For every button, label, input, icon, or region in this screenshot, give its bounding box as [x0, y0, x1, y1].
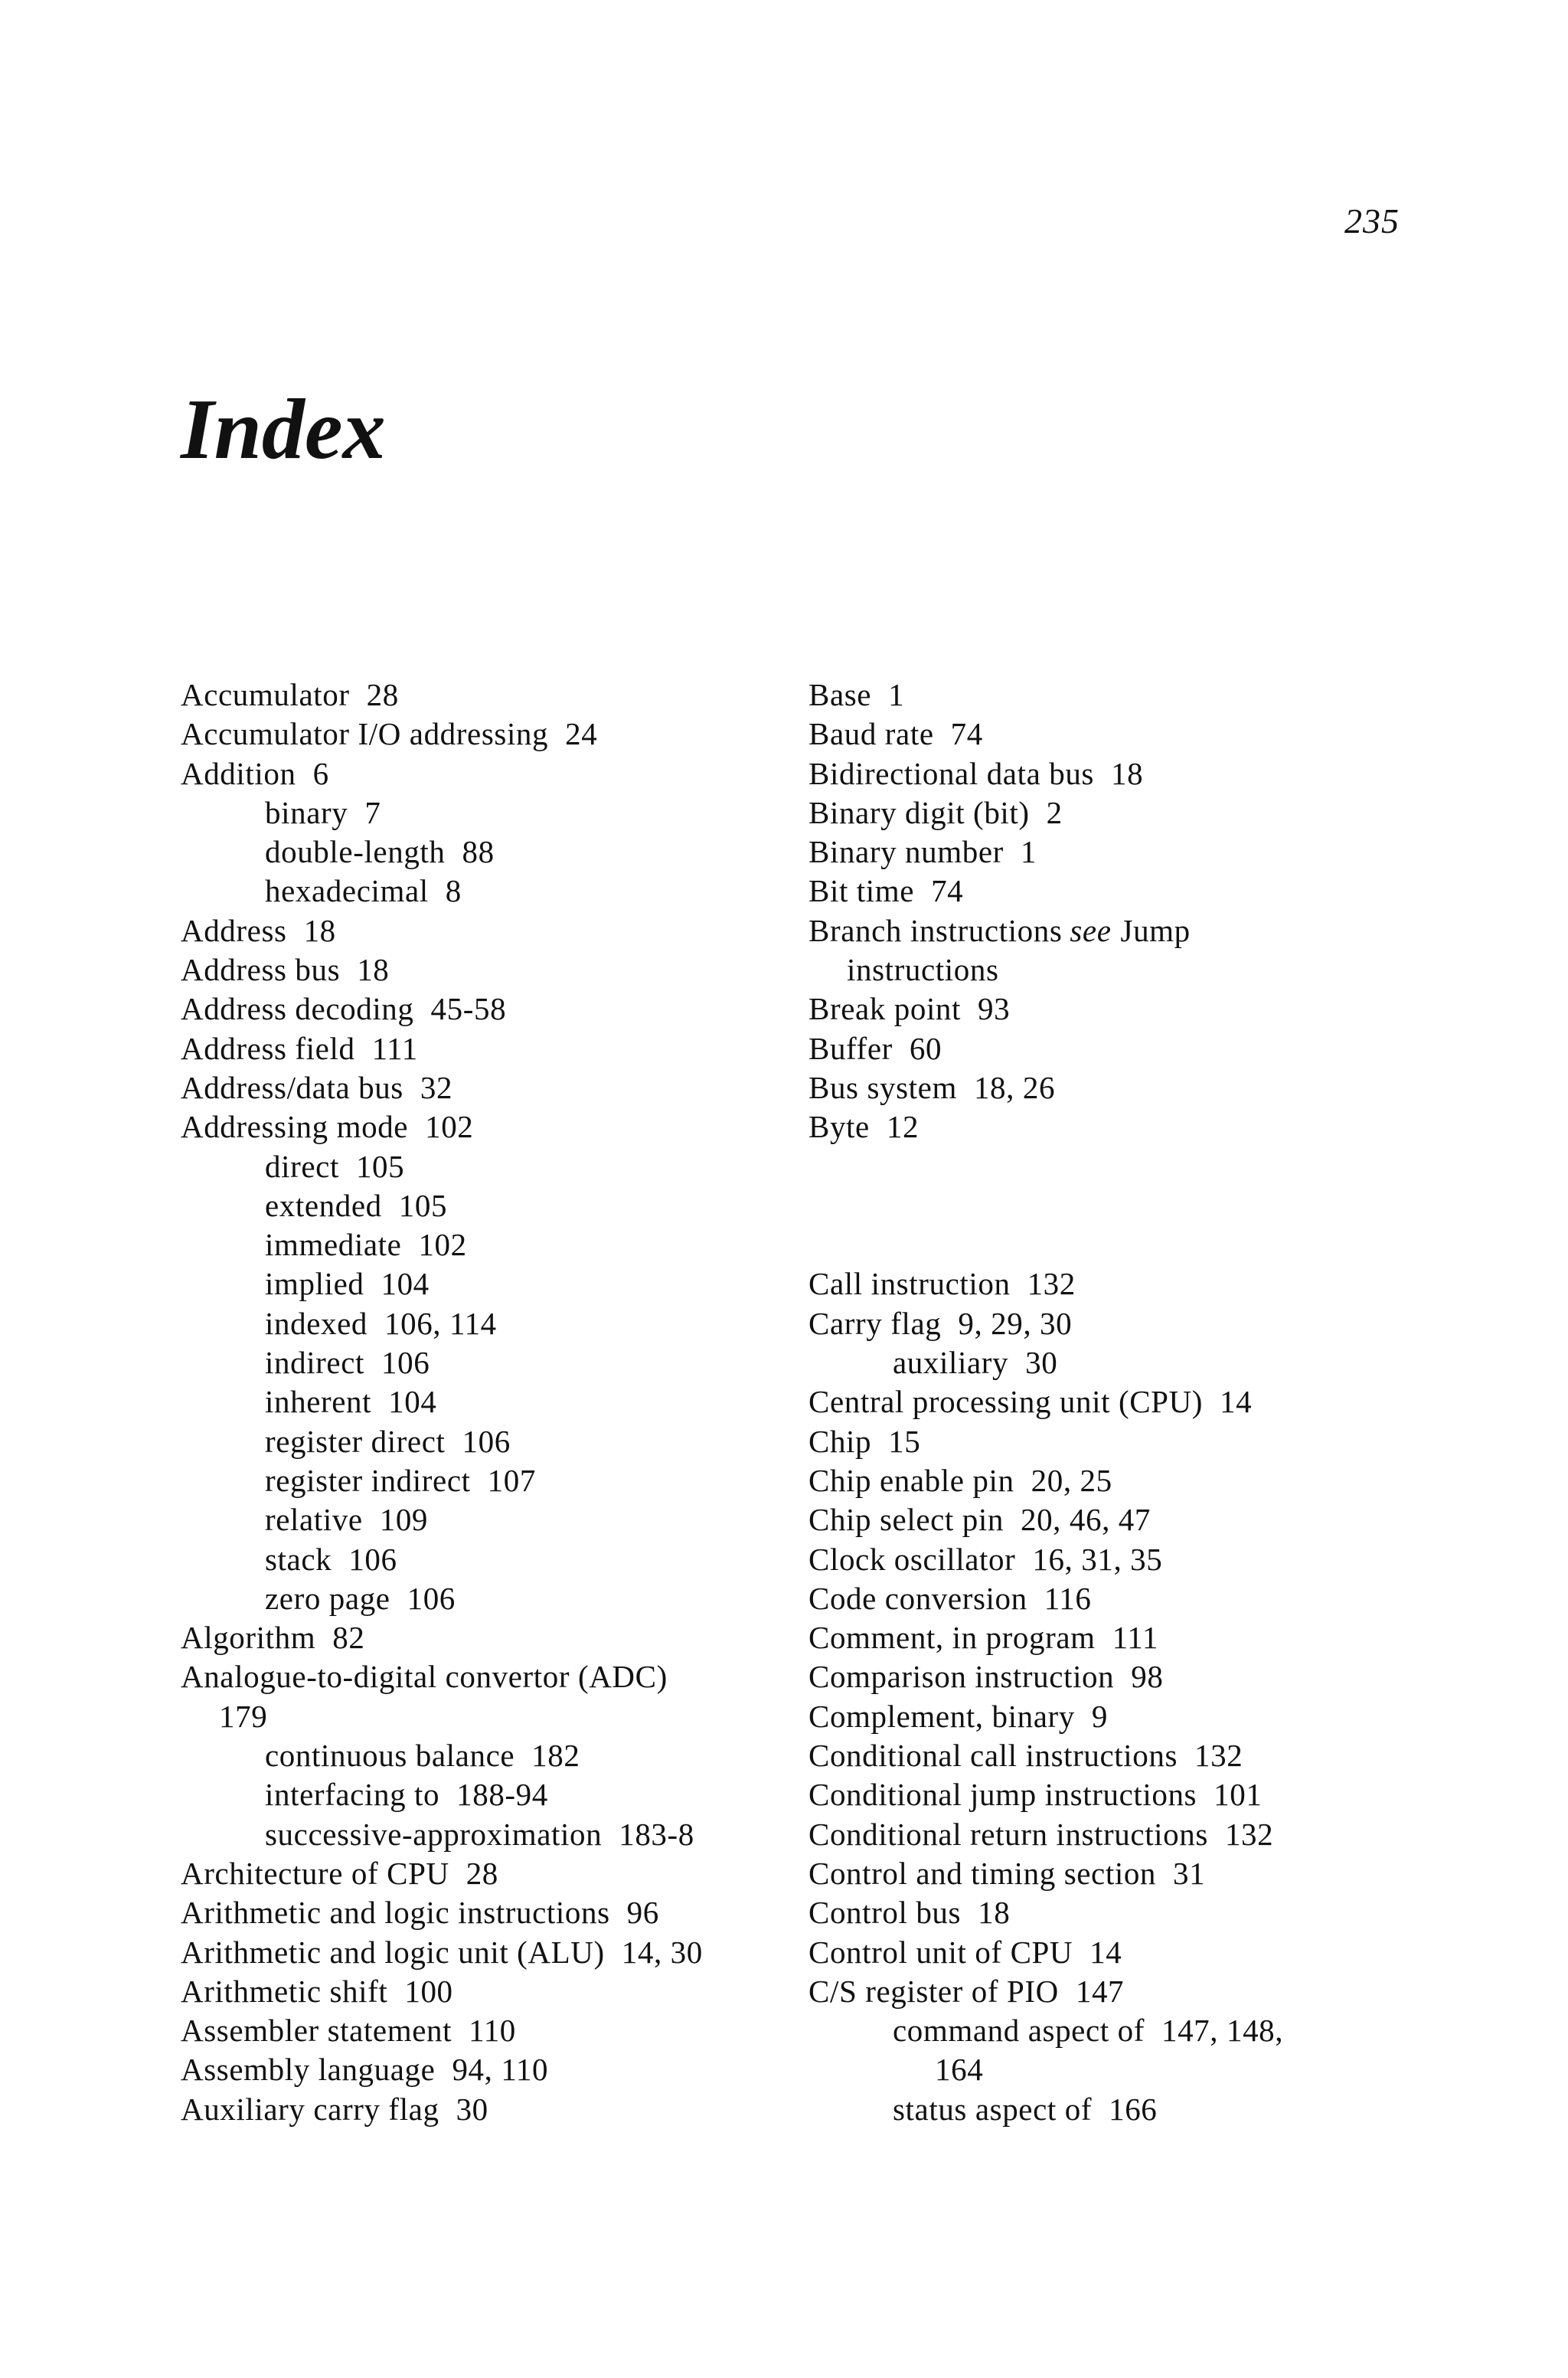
index-pages: 60: [909, 1030, 942, 1066]
index-term: Call instruction: [808, 1266, 1011, 1302]
index-entry: [808, 1382, 1498, 1421]
index-entry: [808, 872, 1498, 911]
index-term: Comparison instruction: [808, 1659, 1115, 1695]
index-pages: 1: [888, 677, 905, 712]
index-term: hexadecimal: [265, 873, 429, 909]
index-pages: 18: [978, 1895, 1011, 1931]
index-entry: [181, 1147, 793, 1186]
index-pages: 107: [487, 1462, 536, 1498]
index-entry: [181, 1815, 793, 1854]
index-entry: [808, 1422, 1498, 1461]
index-pages: 20, 25: [1031, 1462, 1112, 1498]
index-term: inherent: [265, 1384, 372, 1420]
index-term: C/S register of PIO: [808, 1973, 1059, 2009]
index-entry: [181, 1107, 793, 1146]
index-entry: [808, 1657, 1498, 1696]
index-entry: [181, 1657, 793, 1696]
index-term: Conditional call instructions: [808, 1738, 1178, 1774]
index-entry: [181, 1500, 793, 1539]
index-term: Code conversion: [808, 1580, 1027, 1616]
index-term: direct: [265, 1148, 339, 1184]
index-pages: 102: [425, 1109, 474, 1145]
index-entry: [181, 1972, 793, 2011]
index-term: indexed: [265, 1305, 368, 1341]
index-term: Addressing mode: [181, 1109, 409, 1145]
index-term: Analogue-to-digital convertor (ADC): [181, 1659, 668, 1695]
index-term: stack: [265, 1541, 332, 1577]
index-pages: 183-8: [619, 1816, 694, 1852]
index-pages: 105: [398, 1187, 448, 1223]
index-entry: [808, 1264, 1498, 1303]
index-entry: [808, 989, 1498, 1029]
index-entry: [808, 2050, 1498, 2089]
index-entry: [808, 1618, 1498, 1657]
index-entry: [808, 675, 1498, 715]
index-term: binary: [265, 794, 348, 830]
index-entry: [181, 1775, 793, 1814]
index-entry: [808, 1500, 1498, 1539]
index-pages: 182: [531, 1738, 580, 1774]
index-entry: [808, 2090, 1498, 2129]
index-entry: [808, 1540, 1498, 1579]
index-term: Auxiliary carry flag: [181, 2091, 439, 2127]
index-pages: 110: [469, 2013, 516, 2049]
index-entry: [808, 1972, 1498, 2011]
index-entry: [808, 754, 1498, 793]
index-pages: 30: [456, 2091, 488, 2127]
index-entry: [181, 675, 793, 715]
index-term: Binary digit (bit): [808, 794, 1030, 830]
index-term: status aspect of: [893, 2091, 1093, 2127]
index-entry: [808, 1461, 1498, 1500]
index-pages: 132: [1224, 1816, 1274, 1852]
index-pages: 100: [404, 1973, 453, 2009]
index-entry: [181, 754, 793, 793]
index-entry: [808, 911, 1498, 950]
index-entry: [181, 1697, 793, 1736]
index-pages: 132: [1194, 1738, 1243, 1774]
index-pages: Jump: [1120, 912, 1191, 948]
index-pages: 14, 30: [621, 1934, 703, 1970]
index-pages: 18, 26: [973, 1069, 1056, 1105]
index-entry: [181, 1264, 793, 1303]
index-pages: 111: [1112, 1620, 1158, 1656]
index-term: Base: [808, 677, 872, 712]
index-pages: 18: [357, 952, 390, 988]
index-entry: [181, 872, 793, 911]
index-term: Buffer: [808, 1030, 893, 1066]
index-term: register indirect: [265, 1462, 471, 1498]
index-term: Conditional jump instructions: [808, 1777, 1197, 1813]
index-entry: [808, 950, 1498, 989]
index-entry: [808, 1107, 1498, 1146]
index-pages: 147: [1075, 1973, 1125, 2009]
index-pages: 93: [978, 991, 1011, 1027]
index-term: relative: [265, 1502, 363, 1538]
index-term: Clock oscillator: [808, 1541, 1016, 1577]
index-entry: [808, 1029, 1498, 1068]
index-entry: [181, 2050, 793, 2089]
index-term: command aspect of: [893, 2013, 1145, 2049]
index-term: Binary number: [808, 834, 1004, 870]
index-term: Architecture of CPU: [181, 1855, 449, 1891]
index-entry: [181, 793, 793, 832]
index-term: register direct: [265, 1423, 446, 1459]
index-term: Address bus: [181, 952, 341, 988]
index-pages: 111: [371, 1030, 418, 1066]
index-pages: 106: [348, 1541, 397, 1577]
index-entry: [181, 1540, 793, 1579]
index-pages: 31: [1173, 1855, 1206, 1891]
index-entry: [808, 1736, 1498, 1775]
index-pages: 14: [1220, 1384, 1253, 1420]
index-column-right: [808, 675, 1498, 2129]
index-pages: 74: [931, 873, 964, 909]
index-pages: 1: [1020, 834, 1037, 870]
index-pages: 147, 148,: [1161, 2013, 1284, 2049]
letter-group-gap: [808, 1147, 1498, 1265]
index-pages: 30: [1025, 1345, 1058, 1381]
index-entry: [181, 1186, 793, 1225]
index-entry: [181, 715, 793, 754]
index-term: Accumulator: [181, 677, 350, 712]
index-entry: [181, 1225, 793, 1264]
index-term: Chip enable pin: [808, 1462, 1014, 1498]
index-term: continuous balance: [265, 1738, 515, 1774]
index-term: Address: [181, 912, 287, 948]
page-number: 235: [1344, 201, 1400, 240]
index-term: Assembler statement: [181, 2013, 452, 2049]
index-pages: 164: [935, 2052, 984, 2088]
index-pages: 96: [626, 1895, 659, 1931]
index-entry: [181, 2090, 793, 2129]
index-entry: [181, 1068, 793, 1107]
index-term: Arithmetic shift: [181, 1973, 388, 2009]
index-pages: 109: [379, 1502, 429, 1538]
index-entry: [808, 1815, 1498, 1854]
index-entry: [808, 1933, 1498, 1972]
index-term: double-length: [265, 834, 446, 870]
index-entry: [181, 1304, 793, 1343]
index-pages: 28: [466, 1855, 498, 1891]
index-term: Bit time: [808, 873, 915, 909]
index-pages: 14: [1089, 1934, 1122, 1970]
index-term: Assembly language: [181, 2052, 436, 2088]
index-entry: [181, 1854, 793, 1893]
index-pages: 106: [381, 1345, 430, 1381]
index-pages: 7: [364, 794, 381, 830]
index-entry: [181, 832, 793, 872]
index-term: Address decoding: [181, 991, 414, 1027]
index-pages: 18: [303, 912, 336, 948]
index-entry: [808, 1854, 1498, 1893]
index-pages: 12: [886, 1109, 920, 1145]
index-term: Chip: [808, 1423, 872, 1459]
index-term: Carry flag: [808, 1305, 942, 1341]
index-term: Arithmetic and logic instructions: [181, 1895, 610, 1931]
index-term: Arithmetic and logic unit (ALU): [181, 1934, 605, 1970]
index-pages: 94, 110: [452, 2052, 549, 2088]
index-pages: 24: [565, 716, 598, 752]
index-term: Complement, binary: [808, 1698, 1075, 1734]
index-entry: [181, 1029, 793, 1068]
index-pages: 9, 29, 30: [958, 1305, 1073, 1341]
index-term: Baud rate: [808, 716, 934, 752]
index-entry: [181, 1618, 793, 1657]
index-entry: [808, 793, 1498, 832]
index-pages: 106: [407, 1580, 456, 1616]
page-title: Index: [181, 382, 386, 477]
index-entry: [181, 1736, 793, 1775]
index-entry: [181, 1382, 793, 1421]
index-pages: 82: [332, 1620, 365, 1656]
index-term: Control bus: [808, 1895, 962, 1931]
index-term: Chip select pin: [808, 1502, 1004, 1538]
index-term: Control unit of CPU: [808, 1934, 1073, 1970]
index-entry: [808, 1775, 1498, 1814]
index-entry: [808, 1343, 1498, 1382]
index-entry: [181, 989, 793, 1029]
index-pages: 6: [312, 755, 329, 791]
index-entry: [808, 1893, 1498, 1932]
index-entry: [181, 950, 793, 989]
index-pages: 105: [355, 1148, 405, 1184]
index-entry: [181, 1422, 793, 1461]
index-term: Address/data bus: [181, 1069, 403, 1105]
index-entry: [181, 1343, 793, 1382]
index-term: Accumulator I/O addressing: [181, 716, 549, 752]
index-term: Branch instructions: [808, 912, 1063, 948]
index-pages: 8: [445, 873, 462, 909]
index-entry: [808, 1068, 1498, 1107]
index-pages: 2: [1046, 794, 1063, 830]
index-pages: 116: [1044, 1580, 1092, 1616]
index-pages: 104: [388, 1384, 437, 1420]
index-pages: 15: [888, 1423, 921, 1459]
index-pages: 88: [462, 834, 495, 870]
index-entry: [808, 715, 1498, 754]
see-reference: see: [1070, 912, 1112, 948]
index-term: Algorithm: [181, 1620, 316, 1656]
index-pages: 32: [420, 1069, 453, 1105]
index-pages: 106, 114: [384, 1305, 497, 1341]
index-entry: [808, 832, 1498, 872]
index-term: instructions: [847, 952, 999, 988]
index-term: Address field: [181, 1030, 355, 1066]
index-term: interfacing to: [265, 1777, 440, 1813]
index-entry: [808, 2011, 1498, 2050]
index-entry: [181, 1579, 793, 1618]
index-term: Central processing unit (CPU): [808, 1384, 1204, 1420]
index-pages: 98: [1131, 1659, 1164, 1695]
index-entry: [808, 1304, 1498, 1343]
index-term: immediate: [265, 1227, 402, 1263]
index-pages: 9: [1091, 1698, 1108, 1734]
index-entry: [808, 1697, 1498, 1736]
index-entry: [181, 1893, 793, 1932]
index-pages: 102: [418, 1227, 467, 1263]
index-pages: 18: [1111, 755, 1144, 791]
index-pages: 16, 31, 35: [1032, 1541, 1163, 1577]
index-pages: 101: [1214, 1777, 1263, 1813]
index-entry: [181, 911, 793, 950]
index-entry: [808, 1579, 1498, 1618]
index-entry: [181, 1933, 793, 1972]
index-term: Bus system: [808, 1069, 957, 1105]
index-entry: [181, 1461, 793, 1500]
index-pages: 132: [1027, 1266, 1076, 1302]
index-term: Break point: [808, 991, 962, 1027]
index-term: implied: [265, 1266, 364, 1302]
index-term: Bidirectional data bus: [808, 755, 1094, 791]
index-pages: 20, 46, 47: [1020, 1502, 1151, 1538]
index-term: successive-approximation: [265, 1816, 603, 1852]
index-pages: 74: [950, 716, 983, 752]
index-term: Comment, in program: [808, 1620, 1096, 1656]
index-pages: 28: [366, 677, 399, 712]
index-pages: 179: [219, 1698, 268, 1734]
index-column-left: [181, 675, 793, 2129]
index-term: auxiliary: [893, 1345, 1009, 1381]
index-pages: 188-94: [456, 1777, 548, 1813]
index-term: indirect: [265, 1345, 365, 1381]
index-term: Byte: [808, 1109, 870, 1145]
index-pages: 45-58: [430, 991, 507, 1027]
index-pages: 166: [1109, 2091, 1158, 2127]
index-pages: 106: [462, 1423, 511, 1459]
index-entry: [181, 2011, 793, 2050]
index-term: extended: [265, 1187, 382, 1223]
index-term: Conditional return instructions: [808, 1816, 1208, 1852]
index-term: Addition: [181, 755, 296, 791]
index-term: zero page: [265, 1580, 390, 1616]
index-pages: 104: [381, 1266, 430, 1302]
index-term: Control and timing section: [808, 1855, 1157, 1891]
